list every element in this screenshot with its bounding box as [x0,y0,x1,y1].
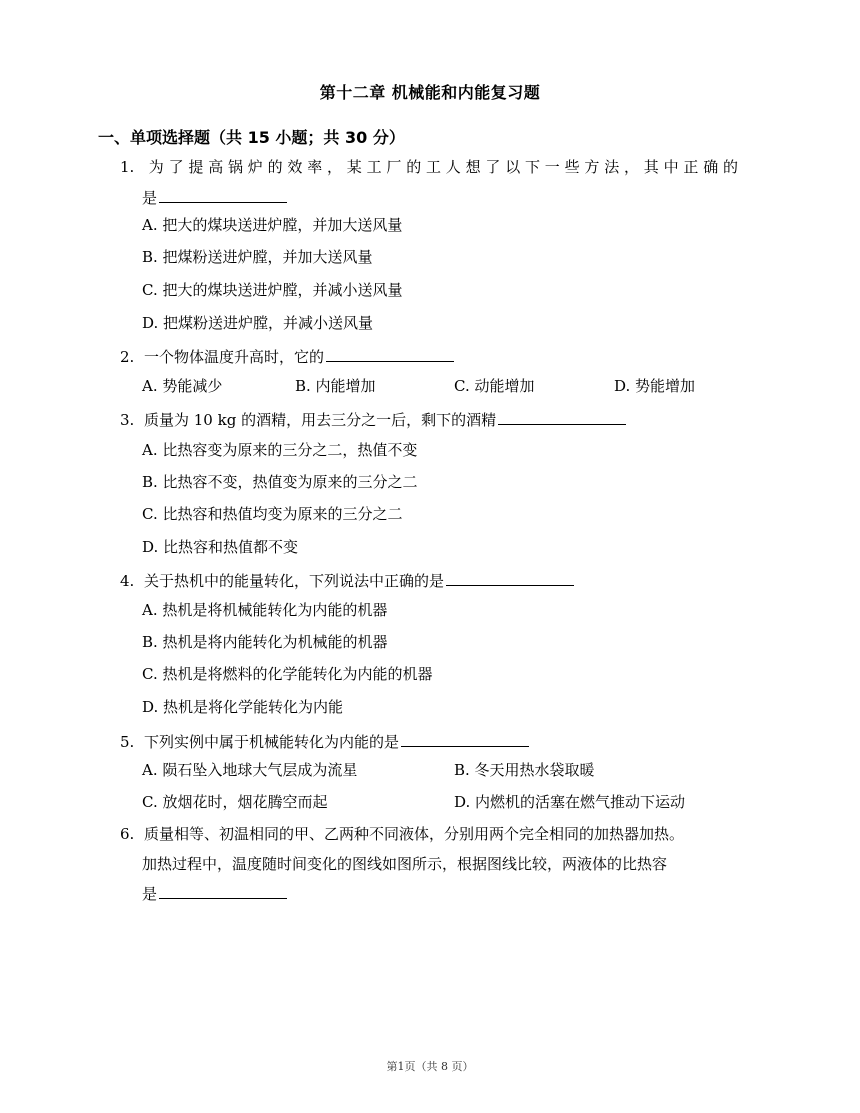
option: B. 冬天用热水袋取暖 [454,761,595,779]
question-text: 质量相等、初温相同的甲、乙两种不同液体，分别用两个完全相同的加热器加热。 [144,825,685,843]
question-2 [120,345,454,368]
question-6-line-2: 加热过程中，温度随时间变化的图线如图所示，根据图线比较，两液体的比热容 [142,855,668,873]
answer-blank[interactable] [401,730,529,747]
question-4 [120,569,574,592]
answer-blank[interactable] [159,882,287,899]
answer-blank[interactable] [446,569,574,586]
question-6-line-3 [142,882,287,905]
question-text: 是 [142,885,158,903]
question-number: 4. [120,572,135,590]
option: C. 比热容和热值均变为原来的三分之二 [142,505,403,523]
question-1-line-2 [142,186,287,209]
question-6-line-1 [120,823,684,845]
option: C. 热机是将燃料的化学能转化为内能的机器 [142,665,433,683]
option: D. 比热容和热值都不变 [142,538,299,556]
question-number: 1. [120,158,135,176]
option: B. 热机是将内能转化为机械能的机器 [142,633,388,651]
question-3 [120,408,626,431]
answer-blank[interactable] [498,408,626,425]
question-number: 3. [120,411,135,429]
question-text: 质量为 10 kg 的酒精，用去三分之一后，剩下的酒精 [144,411,497,429]
answer-blank[interactable] [326,345,454,362]
question-text: 是 [142,189,158,207]
option: D. 把煤粉送进炉膛，并减小送风量 [142,314,374,332]
question-number: 2. [120,348,135,366]
option: A. 陨石坠入地球大气层成为流星 [142,761,358,779]
question-number: 5. [120,733,135,751]
page-title: 第十二章 机械能和内能复习题 [319,83,541,102]
option: D. 势能增加 [614,377,696,395]
option: A. 比热容变为原来的三分之二，热值不变 [142,441,418,459]
question-number: 6. [120,825,135,843]
answer-blank[interactable] [159,186,287,203]
option: B. 把煤粉送进炉膛，并加大送风量 [142,248,373,266]
option: A. 把大的煤块送进炉膛，并加大送风量 [142,216,403,234]
option: D. 热机是将化学能转化为内能 [142,698,344,716]
option: C. 动能增加 [454,377,535,395]
question-text: 下列实例中属于机械能转化为内能的是 [144,733,400,751]
section-heading: 一、单项选择题（共 15 小题；共 30 分） [98,128,405,147]
option: A. 热机是将机械能转化为内能的机器 [142,601,388,619]
option: B. 比热容不变，热值变为原来的三分之二 [142,473,418,491]
page-footer: 第1页（共 8 页） [386,1060,474,1073]
option: C. 放烟花时，烟花腾空而起 [142,793,328,811]
option: D. 内燃机的活塞在燃气推动下运动 [454,793,686,811]
question-text: 关于热机中的能量转化，下列说法中正确的是 [144,572,445,590]
question-5 [120,730,529,753]
option: B. 内能增加 [295,377,376,395]
question-text: 一个物体温度升高时，它的 [144,348,325,366]
question-text: 为了提高锅炉的效率，某工厂的工人想了以下一些方法，其中正确的 [144,158,738,176]
option: A. 势能减少 [142,377,223,395]
question-1-line-1 [120,156,738,178]
option: C. 把大的煤块送进炉膛，并减小送风量 [142,281,403,299]
